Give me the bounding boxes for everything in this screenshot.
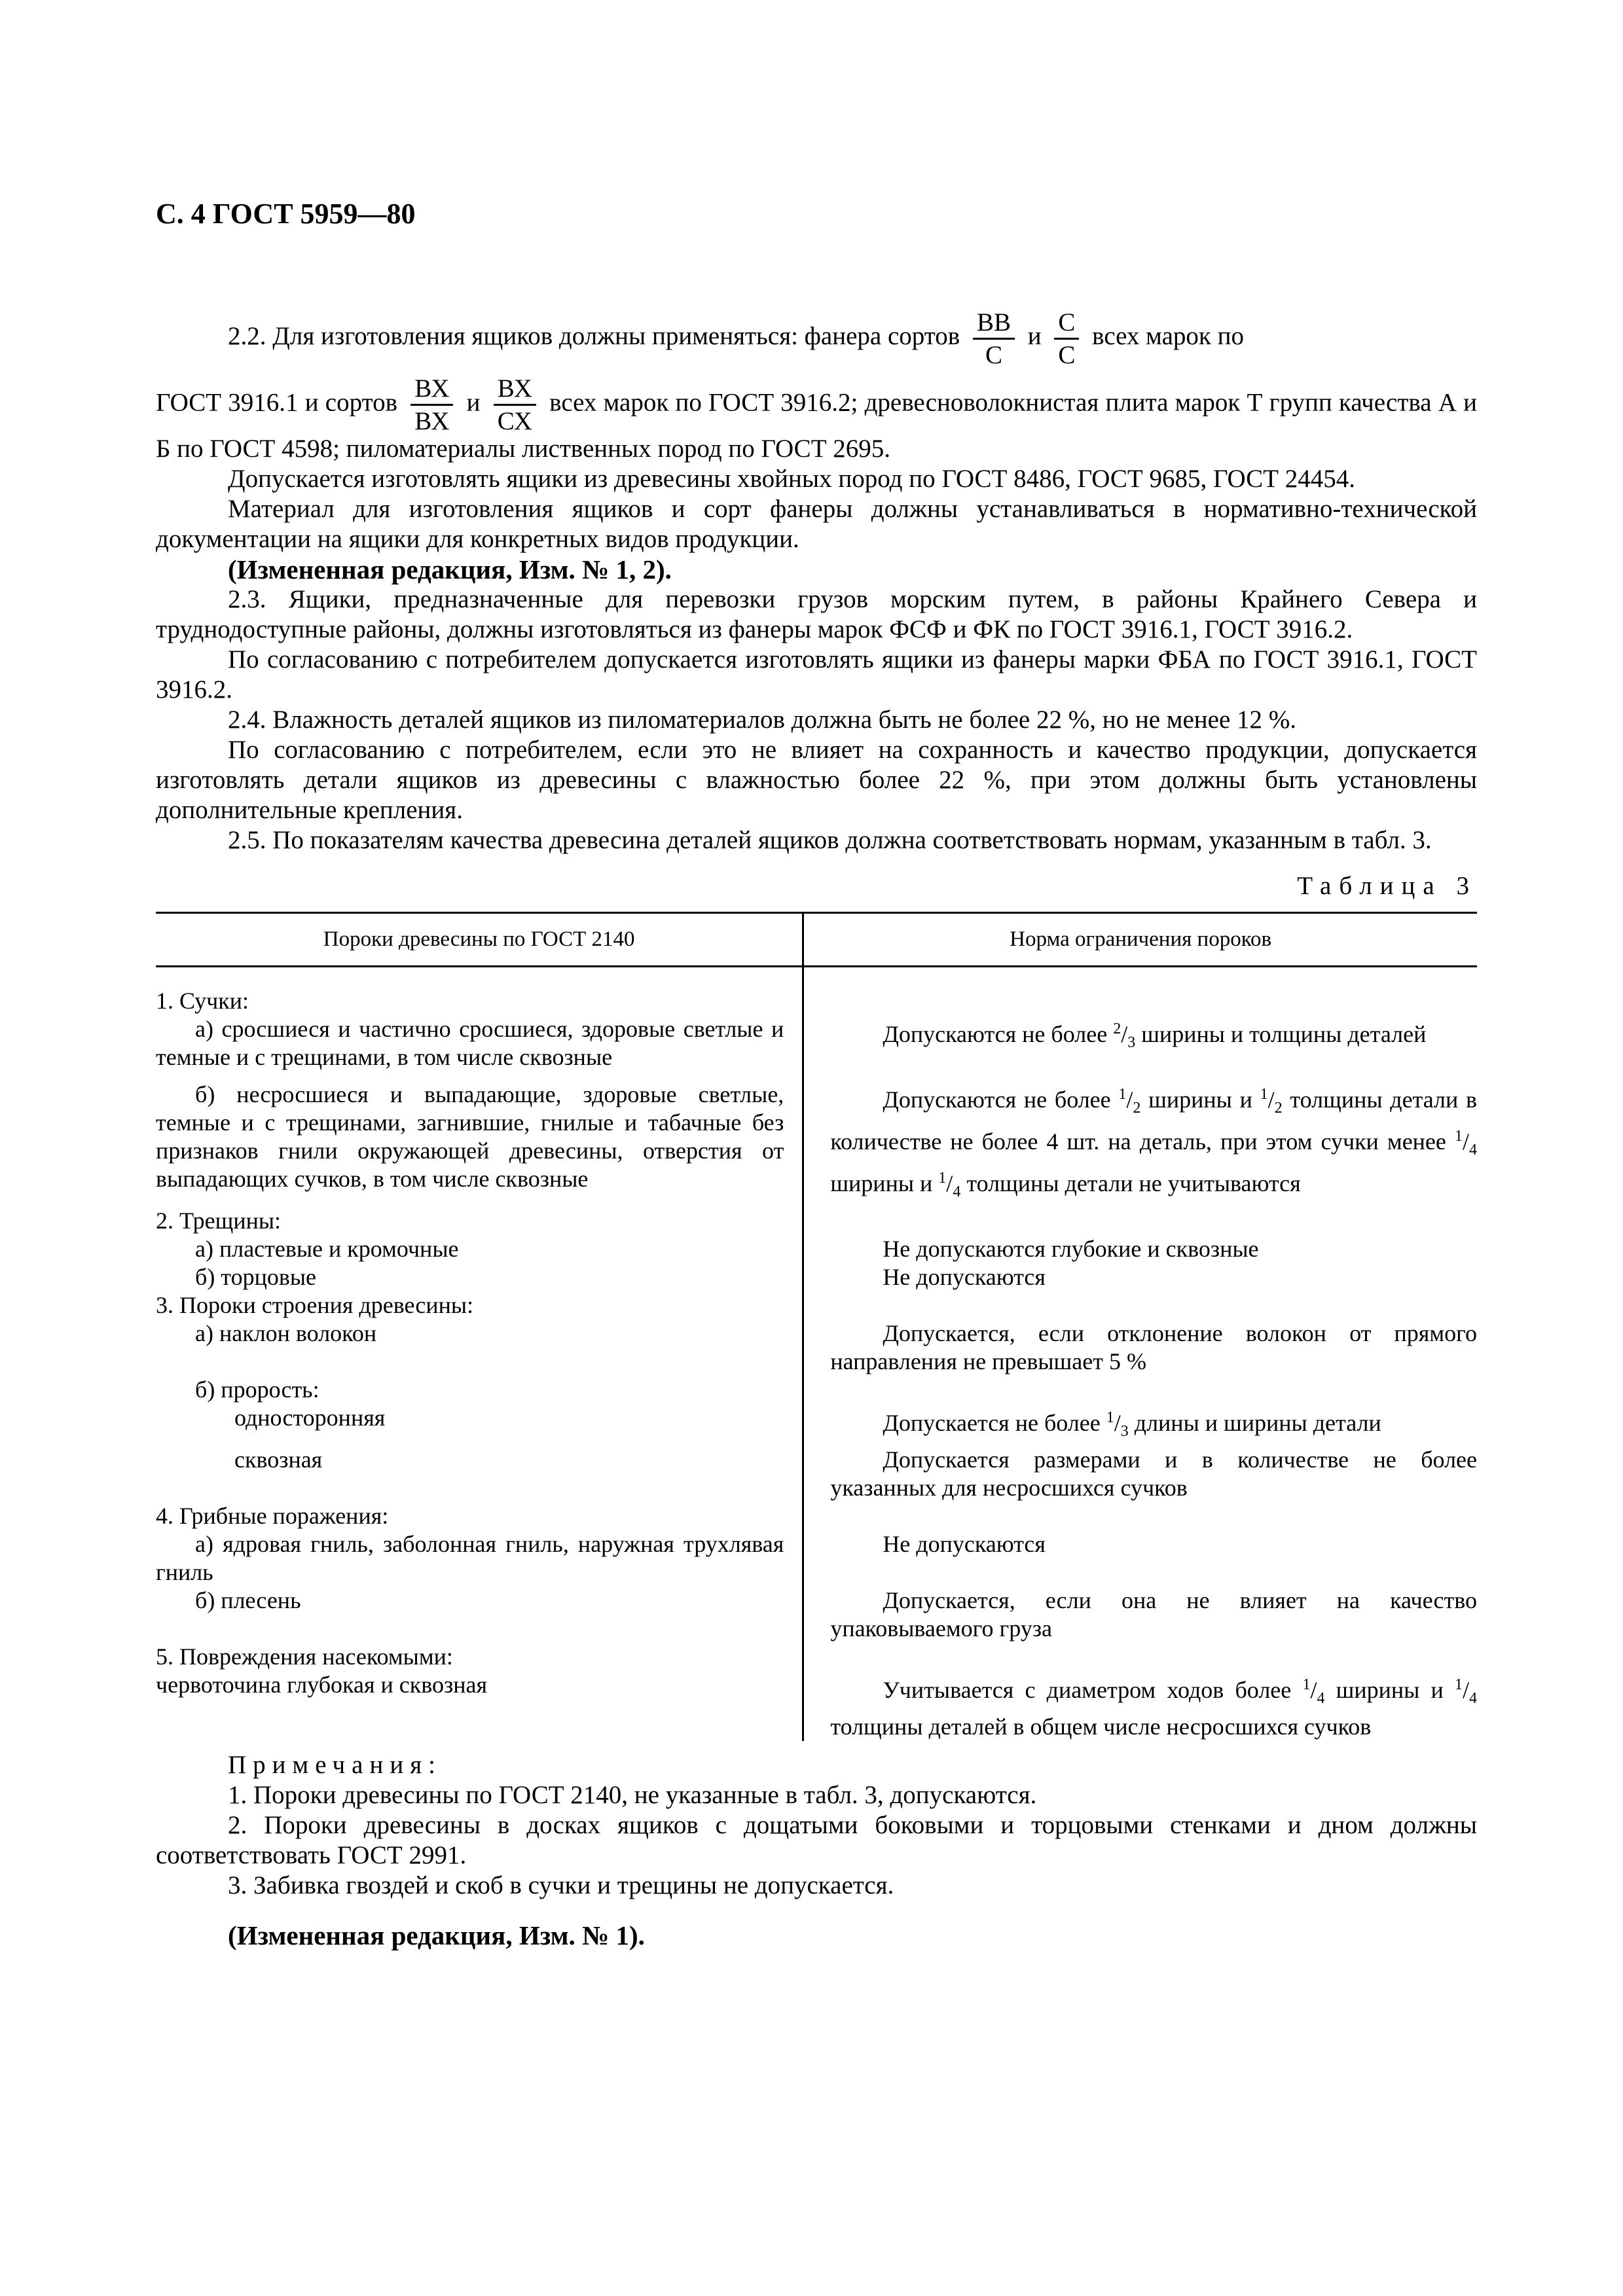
table-row <box>156 967 1477 1016</box>
fraction-vx-cx: ВХ СХ <box>494 376 536 434</box>
note-item: 2. Пороки древесины в досках ящиков с дощатыми боковыми и торцовыми стенками и дном должны соответствовать ГОСТ 2991. <box>156 1810 1477 1869</box>
fraction-bb-c: ВВ С <box>973 310 1015 368</box>
norm-cell: Учитывается с диаметром ходов более $^1/_4$ ширины и $^1/_4$ толщины деталей в общем числе несросшихся сучков <box>830 1676 1477 1740</box>
table-row <box>156 1502 1477 1530</box>
paragraph-text: ГОСТ 3916.1 и сортов <box>156 388 398 417</box>
fraction-vx-vx: ВХ ВХ <box>410 376 453 434</box>
paragraph-humidity: По согласованию с потребителем, если это не влияет на сохранность и качество продукции, допускается изготовлять детали ящиков из древесины с влажностью более 22 %, при этом должны быть установлены дополнительные крепления. <box>156 736 1477 824</box>
table-row <box>156 1376 1477 1404</box>
table-row <box>156 1263 1477 1291</box>
column-header-norms: Норма ограничения пороков <box>803 913 1477 967</box>
fraction-c-c: С С <box>1054 310 1079 368</box>
table-title: Таблица 3 <box>1297 872 1477 900</box>
norm-cell: Не допускаются <box>883 1263 1046 1290</box>
table-row <box>156 1319 1477 1376</box>
norm-cell: Допускаются не более $^2/_3$ ширины и толщины деталей <box>883 1020 1427 1052</box>
document-page <box>156 196 1477 1950</box>
norm-cell: Допускается размерами и в количестве не более указанных для несросшихся сучков <box>830 1446 1477 1501</box>
table-row <box>156 1015 1477 1071</box>
norm-cell: Допускается не более $^1/_3$ длины и ширины детали <box>883 1408 1381 1440</box>
paragraph-text: всех марок по <box>1092 322 1244 350</box>
defect-cell: сквозная <box>234 1446 323 1473</box>
norm-cell: Не допускаются <box>883 1530 1046 1557</box>
defect-cell: б) торцовые <box>195 1263 316 1290</box>
table-row <box>156 1404 1477 1446</box>
table-3 <box>156 912 1477 1741</box>
paragraph-allowed-softwood: Допускается изготовлять ящики из древесины хвойных пород по ГОСТ 8486, ГОСТ 9685, ГОСТ 24454. <box>228 465 1355 493</box>
amendment-note-1-2: (Измененная редакция, Изм. № 1, 2). <box>228 554 672 584</box>
row-heading: 4. Грибные поражения: <box>156 1502 389 1529</box>
document-body <box>156 297 1477 1950</box>
paragraph-2-5: 2.5. По показателям качества древесина деталей ящиков должна соответствовать нормам, указанным в табл. 3. <box>228 826 1432 854</box>
paragraph-material: Материал для изготовления ящиков и сорт фанеры должны устанавливаться в нормативно-технической документации на ящики для конкретных видов продукции. <box>156 495 1477 553</box>
defect-cell: червоточина глубокая и сквозная <box>156 1671 488 1698</box>
defect-cell: а) сросшиеся и частично сросшиеся, здоровые светлые и темные и с трещинами, в том числе сквозные <box>156 1016 784 1070</box>
row-heading: 3. Пороки строения древесины: <box>156 1291 474 1318</box>
paragraph-text: и <box>1027 322 1042 350</box>
amendment-note-1: (Измененная редакция, Изм. № 1). <box>228 1920 645 1950</box>
defect-cell: а) пластевые и кромочные <box>195 1235 459 1262</box>
defect-cell: а) ядровая гниль, заболонная гниль, наружная трухлявая гниль <box>156 1530 784 1585</box>
table-row <box>156 1081 1477 1207</box>
row-heading: 1. Сучки: <box>156 988 249 1014</box>
defect-cell: б) прорость: <box>195 1376 319 1403</box>
table-row <box>156 1207 1477 1235</box>
table-row <box>156 1235 1477 1263</box>
row-heading: 2. Трещины: <box>156 1207 282 1234</box>
notes-section <box>156 1750 1477 1901</box>
norm-cell: Допускаются не более $^1/_2$ ширины и $^1/_2$ толщины детали в количестве не более 4 шт. на деталь, при этом сучки менее $^1/_4$ ширины и $^1/_4$ толщины детали не учитываются <box>830 1086 1478 1201</box>
paragraph-2-4: 2.4. Влажность деталей ящиков из пиломатериалов должна быть не более 22 %, но не менее 12 %. <box>228 706 1297 734</box>
table-row <box>156 1671 1477 1741</box>
defect-cell: а) наклон волокон <box>195 1319 377 1346</box>
paragraph-text: всех марок по ГОСТ 3916.2; древесноволокнистая плита марок Т групп качества А и Б по ГОСТ 4598; пиломатериалы лиственных пород по ГОСТ 2695. <box>156 388 1478 463</box>
paragraph-2-2 <box>156 297 1477 376</box>
paragraph-text: 2.2. Для изготовления ящиков должны применяться: фанера сортов <box>228 322 960 350</box>
table-row <box>156 1587 1477 1643</box>
norm-cell: Допускается, если она не влияет на качество упаковываемого груза <box>830 1587 1477 1641</box>
paragraph-fba: По согласованию с потребителем допускается изготовлять ящики из фанеры марки ФБА по ГОСТ 3916.1, ГОСТ 3916.2. <box>156 645 1477 704</box>
defect-cell: б) плесень <box>195 1587 301 1613</box>
page-header: С. 4 ГОСТ 5959—80 <box>156 198 416 230</box>
row-heading: 5. Повреждения насекомыми: <box>156 1643 453 1670</box>
norm-cell: Не допускаются глубокие и сквозные <box>883 1235 1259 1262</box>
column-header-defects: Пороки древесины по ГОСТ 2140 <box>156 913 803 967</box>
paragraph-2-3: 2.3. Ящики, предназначенные для перевозки грузов морским путем, в районы Крайнего Севера и труднодоступные районы, должны изготовляться из фанеры марок ФСФ и ФК по ГОСТ 3916.1, ГОСТ 3916.2. <box>156 585 1477 643</box>
note-item: 3. Забивка гвоздей и скоб в сучки и трещины не допускается. <box>228 1871 894 1899</box>
paragraph-2-2-cont <box>156 376 1477 464</box>
table-row <box>156 1643 1477 1671</box>
table-row <box>156 1446 1477 1502</box>
note-item: 1. Пороки древесины по ГОСТ 2140, не указанные в табл. 3, допускаются. <box>228 1780 1037 1809</box>
norm-cell: Допускается, если отклонение волокон от прямого направления не превышает 5 % <box>830 1319 1477 1374</box>
defect-cell: б) несросшиеся и выпадающие, здоровые светлые, темные и с трещинами, загнившие, гнилые и табачные без признаков гнили окружающей древесины, отверстия от выпадающих сучков, в том числе сквозные <box>156 1081 784 1192</box>
notes-title: Примечания: <box>228 1750 442 1779</box>
defect-cell: односторонняя <box>234 1404 386 1431</box>
table-row <box>156 1291 1477 1319</box>
paragraph-text: и <box>466 388 481 417</box>
table-row <box>156 1530 1477 1587</box>
